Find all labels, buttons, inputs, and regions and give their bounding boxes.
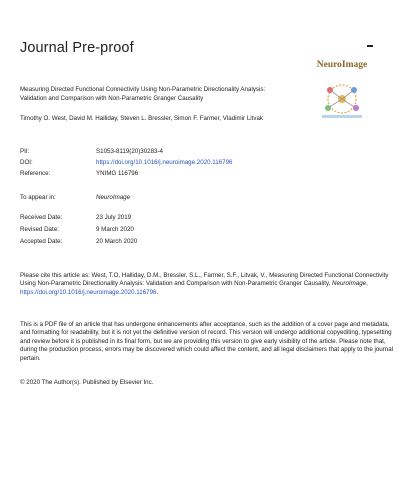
- doi-link[interactable]: https://doi.org/10.1016/j.neuroimage.2020.116796: [96, 159, 233, 166]
- accepted-label: Accepted Date:: [20, 238, 63, 245]
- revised-value: 9 March 2020: [96, 226, 134, 233]
- citation-text: Please cite this article as: West, T.O, Halliday, D.M., Bressler, S.L., Farmer, S.F., Litvak, V., Measuring Directed Functional Connectivity Using Non-Parametric Directionality Analysis: Validation and Comparison with Non-Parametric Granger Causality,: [20, 272, 389, 288]
- article-title: Measuring Directed Functional Connectivity Using Non-Parametric Directionality Analysis: Validation and Comparison with Non-Parametric Granger Causality: [20, 86, 266, 102]
- citation-doi-link[interactable]: https://doi.org/10.1016/j.neuroimage.2020.116796: [20, 288, 157, 296]
- accepted-value: 20 March 2020: [96, 238, 138, 245]
- reference-label: Reference:: [20, 170, 51, 177]
- brain-network-graphic: [316, 78, 368, 120]
- revised-label: Revised Date:: [20, 226, 59, 233]
- doi-label: DOI:: [20, 159, 33, 166]
- citation-end: .: [156, 288, 159, 296]
- appear-in-label: To appear in:: [20, 194, 56, 201]
- copyright-line: © 2020 The Author(s). Published by Elsevier Inc.: [20, 379, 154, 386]
- received-value: 23 July 2019: [96, 214, 132, 221]
- cover-rule: [367, 45, 373, 47]
- received-label: Received Date:: [20, 214, 63, 221]
- citation-journal: NeuroImage: [332, 280, 367, 288]
- pre-proof-notice: This is a PDF file of an article that has undergone enhancements after acceptance, such as the addition of a cover page and metadata, and formatting for readability, but it is not yet the definitive version of record. This version will undergo additional copyediting, typesetting and review before it is published in its final form, but we are providing this version to give early visibility of the article. Please note that, during the production process, errors may be discovered which could affect the content, and all legal disclaimers that apply to the journal pertain.: [20, 321, 394, 362]
- cover-journal-title: NeuroImage: [316, 60, 368, 70]
- journal-cover-image: [300, 44, 384, 124]
- article-authors: Timothy O. West, David M. Halliday, Steven L. Bressler, Simon F. Farmer, Vladimir Litvak: [20, 115, 263, 122]
- appear-in-value: NeuroImage: [96, 194, 131, 201]
- pii-label: PII:: [20, 148, 30, 155]
- reference-value: YNIMG 116796: [96, 170, 139, 177]
- journal-pre-proof-heading: Journal Pre-proof: [20, 40, 134, 56]
- pii-value: S1053-8119(20)30283-4: [96, 148, 163, 155]
- citation-paragraph: Please cite this article as: West, T.O, Halliday, D.M., Bressler, S.L., Farmer, S.F., Litvak, V., Measuring Directed Functional Connectivity Using Non-Parametric Directionality Analysis: Validation and Comparison with Non-Parametric Granger Causality, NeuroImage, https://doi.org/10.1016/j.neuroimage.2020.116796.: [20, 272, 389, 296]
